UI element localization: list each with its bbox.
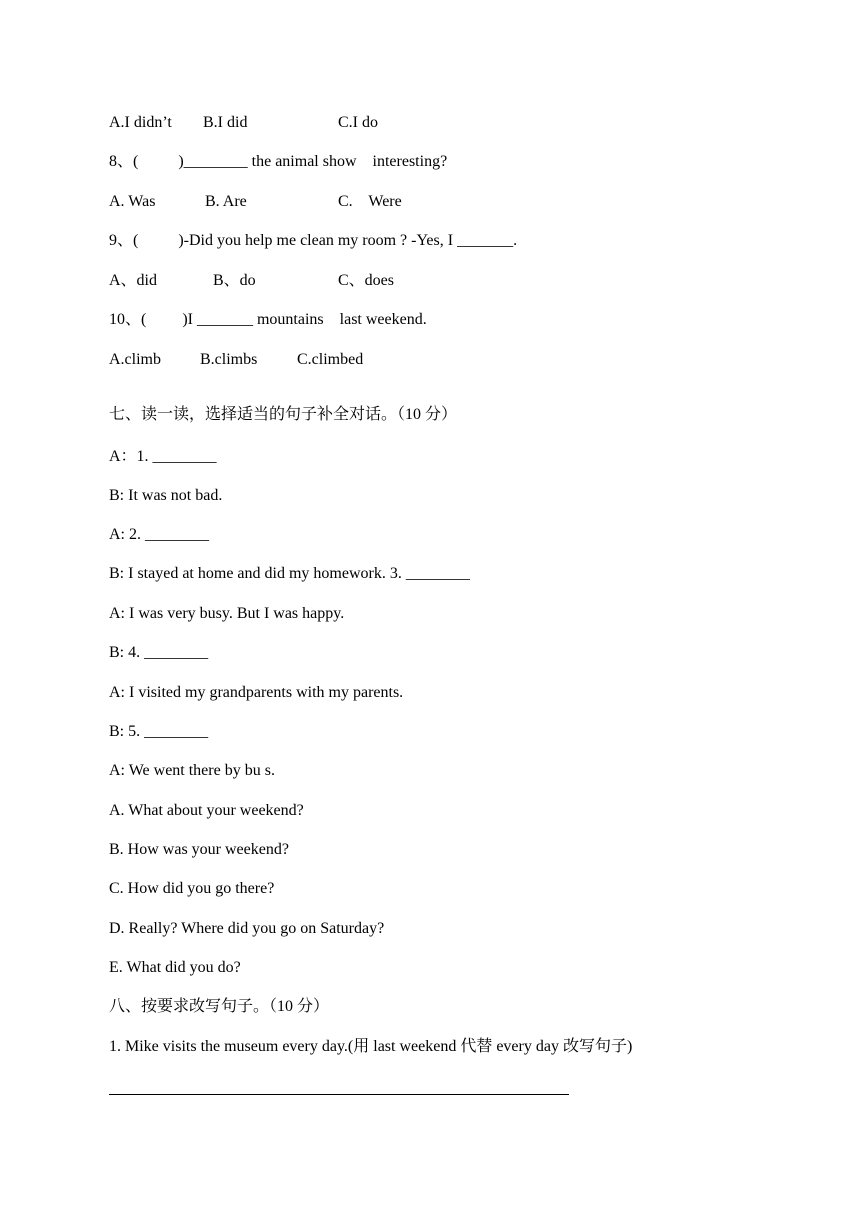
q9-option-b: B、do: [213, 272, 256, 289]
q7-option-c: C.I do: [338, 114, 378, 131]
choice-item: A. What about your weekend?: [109, 802, 304, 819]
q10-option-b: B.climbs: [200, 351, 258, 368]
dialogue-line: A: 2. ________: [109, 526, 209, 543]
dialogue-line: A：1. ________: [109, 448, 217, 465]
section8-heading: 八、按要求改写句子。（10 分）: [109, 998, 330, 1015]
q8-question: 8、( )________ the animal show interesting?: [109, 153, 448, 170]
dialogue-line: A: We went there by bu s.: [109, 762, 275, 779]
q10-question: 10、( )I _______ mountains last weekend.: [109, 311, 427, 328]
q10-option-a: A.climb: [109, 351, 161, 368]
answer-line: [109, 1094, 569, 1095]
q8-option-b: B. Are: [205, 193, 247, 210]
q7-option-a: A.I didn’t: [109, 114, 172, 131]
q9-option-c: C、does: [338, 272, 395, 289]
choice-item: B. How was your weekend?: [109, 841, 289, 858]
q8-option-c: C. Were: [338, 193, 402, 210]
dialogue-line: B: It was not bad.: [109, 487, 223, 504]
section8-item-1: 1. Mike visits the museum every day.(用 last weekend 代替 every day 改写句子): [109, 1038, 633, 1055]
q7-option-b: B.I did: [203, 114, 248, 131]
dialogue-line: B: I stayed at home and did my homework. 3. ________: [109, 565, 470, 582]
q8-option-a: A. Was: [109, 193, 156, 210]
choice-item: C. How did you go there?: [109, 880, 275, 897]
q9-option-a: A、did: [109, 272, 158, 289]
q9-question: 9、( )-Did you help me clean my room ? -Yes, I _______.: [109, 232, 518, 249]
dialogue-line: A: I was very busy. But I was happy.: [109, 605, 345, 622]
choice-item: D. Really? Where did you go on Saturday?: [109, 920, 385, 937]
dialogue-line: A: I visited my grandparents with my parents.: [109, 684, 404, 701]
dialogue-line: B: 4. ________: [109, 644, 209, 661]
q10-option-c: C.climbed: [297, 351, 364, 368]
dialogue-line: B: 5. ________: [109, 723, 209, 740]
choice-item: E. What did you do?: [109, 959, 241, 976]
section7-heading: 七、读一读，选择适当的句子补全对话。（10 分）: [109, 406, 458, 423]
